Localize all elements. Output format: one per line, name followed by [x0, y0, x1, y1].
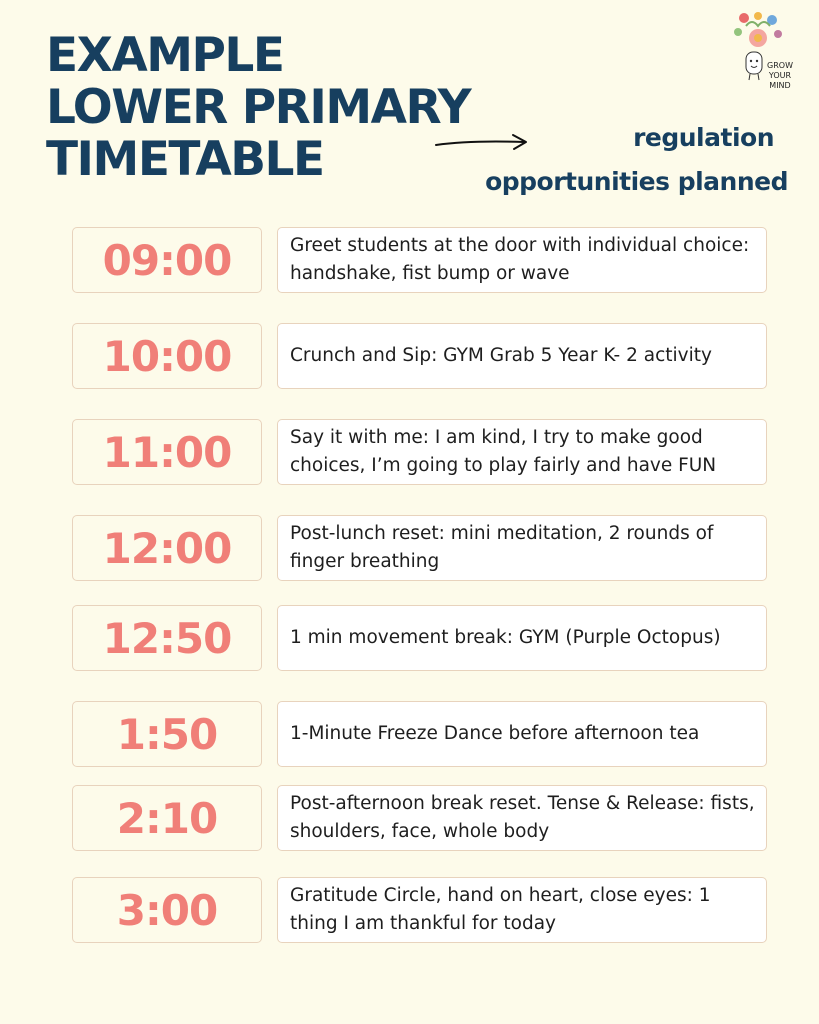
- activity-text: Crunch and Sip: GYM Grab 5 Year K- 2 activity: [290, 345, 712, 366]
- time-label: 10:00: [102, 331, 232, 381]
- activity-box: [277, 515, 767, 581]
- activity-box: [277, 785, 767, 851]
- time-box: [72, 605, 262, 671]
- time-label: 09:00: [102, 235, 232, 285]
- time-box: [72, 877, 262, 943]
- time-label: 12:50: [102, 613, 232, 663]
- time-label: 11:00: [102, 427, 232, 477]
- title-line-3: TIMETABLE: [46, 132, 324, 187]
- activity-text: 1 min movement break: GYM (Purple Octopus): [290, 627, 721, 648]
- time-box: [72, 419, 262, 485]
- activity-text: Gratitude Circle, hand on heart, close eyes: 1 thing I am thankful for today: [290, 885, 711, 934]
- svg-text:MIND: MIND: [769, 81, 791, 90]
- activity-text: 1-Minute Freeze Dance before afternoon tea: [290, 723, 700, 744]
- activity-box: [277, 701, 767, 767]
- title-line-2: LOWER PRIMARY: [46, 80, 471, 135]
- time-label: 1:50: [116, 709, 218, 759]
- time-box: [72, 515, 262, 581]
- time-label: 3:00: [116, 885, 218, 935]
- time-box: [72, 785, 262, 851]
- activity-text: Say it with me: I am kind, I try to make good choices, I’m going to play fairly and have FUN: [290, 427, 717, 476]
- activity-box: [277, 227, 767, 293]
- time-box: [72, 323, 262, 389]
- activity-box: [277, 419, 767, 485]
- title-line-1: EXAMPLE: [46, 28, 284, 83]
- time-label: 2:10: [116, 793, 218, 843]
- svg-text:YOUR: YOUR: [768, 71, 792, 80]
- time-label: 12:00: [102, 523, 232, 573]
- svg-text:GROW: GROW: [767, 61, 793, 70]
- activity-box: [277, 605, 767, 671]
- activity-text: Post-afternoon break reset. Tense & Release: fists, shoulders, face, whole body: [290, 793, 755, 842]
- activity-text: Greet students at the door with individual choice: handshake, fist bump or wave: [290, 235, 750, 284]
- note-line-2: opportunities planned: [485, 167, 788, 196]
- grow-your-mind-logo: [722, 8, 794, 100]
- page-title: [46, 30, 470, 186]
- note-line-1: regulation: [633, 123, 774, 152]
- regulation-note: [420, 116, 788, 204]
- activity-box: [277, 877, 767, 943]
- time-box: [72, 227, 262, 293]
- activity-text: Post-lunch reset: mini meditation, 2 rounds of finger breathing: [290, 523, 714, 572]
- time-box: [72, 701, 262, 767]
- activity-box: [277, 323, 767, 389]
